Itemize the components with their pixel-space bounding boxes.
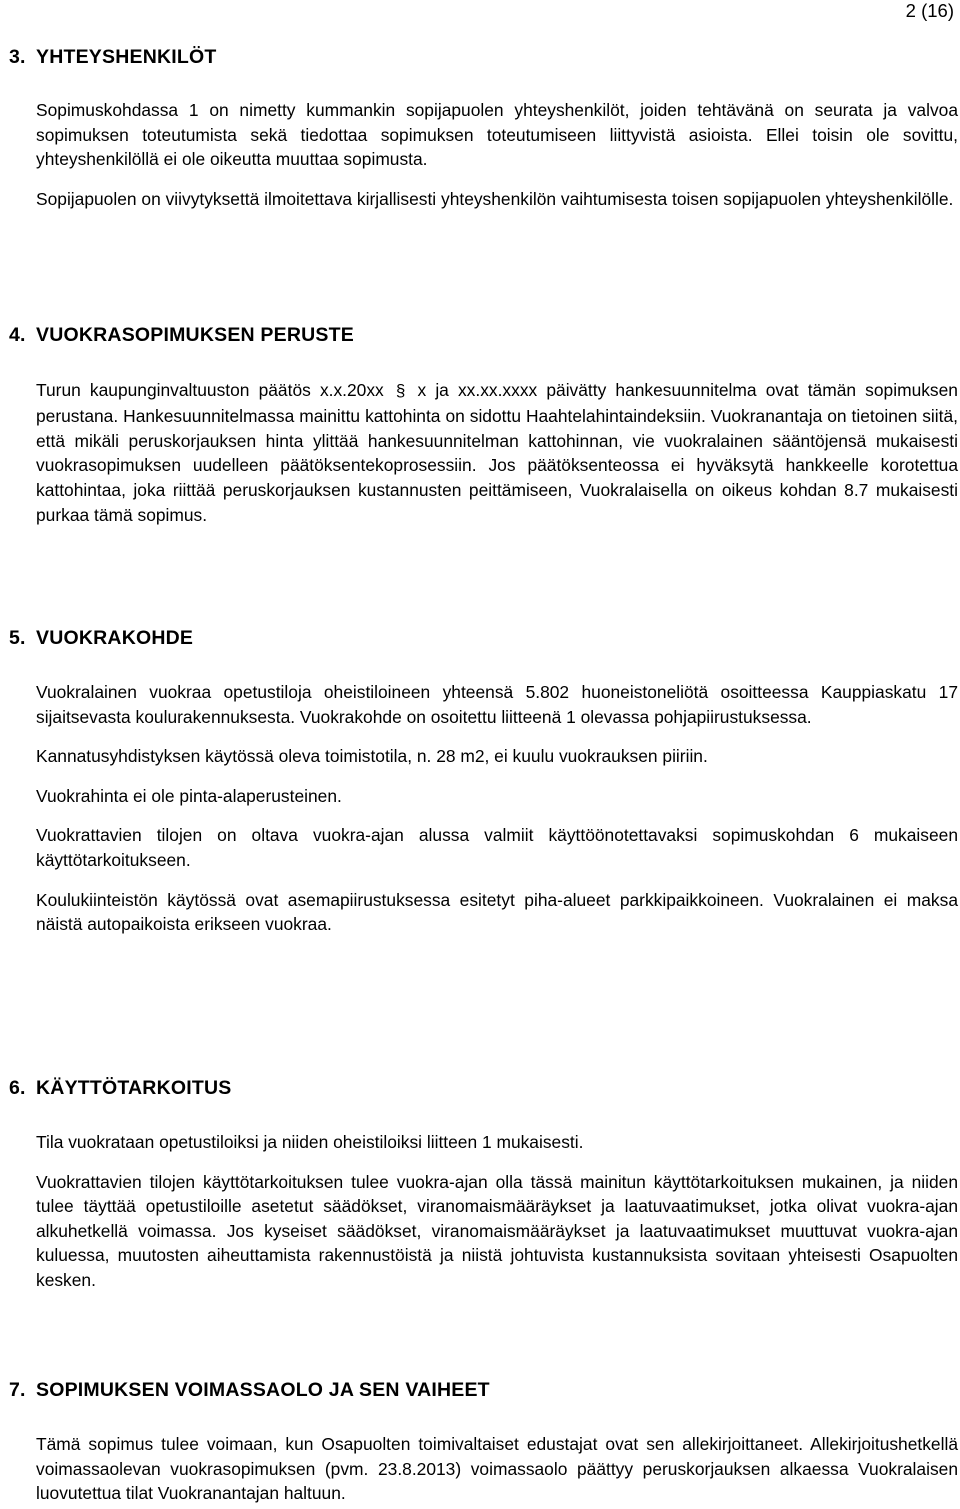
section-6-title: KÄYTTÖTARKOITUS — [36, 1077, 232, 1099]
decision-reference: Turun kaupunginvaltuuston päätös x.x.20xx — [36, 380, 384, 400]
section-5-heading — [9, 626, 958, 650]
section-5-paragraph-4: Vuokrattavien tilojen on oltava vuokra-ajan alussa valmiit käyttöönotettavaksi sopimuskohdan 6 mukaiseen käyttötarkoitukseen. — [36, 825, 958, 870]
section-3-number: 3. — [9, 46, 26, 68]
section-4-title: VUOKRASOPIMUKSEN PERUSTE — [36, 324, 354, 346]
section-6-paragraph-2: Vuokrattavien tilojen käyttötarkoituksen tulee vuokra-ajan olla tässä mainitun käyttötarkoituksen mukainen, ja niiden tulee täyttää opetustiloille asetetut säädökset, viranomaismääräykset ja laatuvaatimukset, jotka olivat vuokra-ajan alkuhetkellä voimassa. Jos kyseiset säädökset, viranomaismääräykset ja laatuvaatimukset muuttuvat vuokra-ajan kuluessa, muutosten aiheuttamista rakennustöistä ja niistä johtuvista kustannuksista sovitaan yhteisesti Osapuolten kesken. — [36, 1171, 958, 1290]
section-4 — [9, 323, 958, 528]
section-3-heading — [9, 45, 958, 69]
section-4-paragraph-1-rest: x ja xx.xx.xxxx päivätty hankesuunnitelma ovat tämän sopimuksen perustana. Hankesuunnitelmassa mainittu kattohinta on sidottu Haahtelahintaindeksiin. Vuokranantaja on tietoinen siitä, että mikäli peruskorjauksen hinta ylittää hankesuunnitelman kattohinnan, vie vuokralainen sääntöjensä mukaisesti vuokrasopimuksen uudelleen päätöksentekoprosessiin. Jos päätöksenteossa ei hyväksytä hankkeelle korotettua kattohintaa, joka riittää peruskorjauksen kustannusten peittämiseen, Vuokralaisella on oikeus kohdan 8.7 mukaisesti purkaa tämä sopimus. — [36, 380, 958, 525]
section-5-paragraph-5: Koulukiinteistön käytössä ovat asemapiirustuksessa esitetyt piha-alueet parkkipaikkoineen. Vuokralainen ei maksa näistä autopaikoista erikseen vuokraa. — [36, 889, 958, 935]
section-4-number: 4. — [9, 324, 26, 346]
section-6 — [9, 1076, 958, 1293]
section-5-paragraph-3: Vuokrahinta ei ole pinta-alaperusteinen. — [36, 785, 342, 806]
page-number: 2 (16) — [905, 0, 954, 21]
section-6-number: 6. — [9, 1077, 26, 1099]
section-7-heading — [9, 1378, 958, 1402]
section-3 — [9, 45, 958, 211]
section-7-paragraph-1: Tämä sopimus tulee voimaan, kun Osapuolten toimivaltaiset edustajat ovat sen allekirjoittaneet. Allekirjoitushetkellä voimassaolevan vuokrasopimuksen (pvm. 23.8.2013) voimassaolo päättyy peruskorjauksen alkaessa Vuokralaisen luovutettua tilat Vuokranantajan haltuun. — [36, 1434, 958, 1504]
section-5-number: 5. — [9, 627, 26, 649]
section-3-title: YHTEYSHENKILÖT — [36, 46, 217, 68]
section-7 — [9, 1378, 958, 1506]
section-6-paragraph-1: Tila vuokrataan opetustiloiksi ja niiden oheistiloiksi liitteen 1 mukaisesti. — [36, 1132, 584, 1152]
section-7-title: SOPIMUKSEN VOIMASSAOLO JA SEN VAIHEET — [36, 1379, 490, 1401]
section-3-paragraph-1: Sopimuskohdassa 1 on nimetty kummankin sopijapuolen yhteyshenkilöt, joiden tehtävänä on seurata ja valvoa sopimuksen toteutumista sekä tiedottaa sopimuksen toteutumiseen liittyvistä asioista. Ellei toisin ole sovittu, yhteyshenkilöllä ei ole oikeutta muuttaa sopimusta. — [36, 100, 958, 170]
section-3-paragraph-2: Sopijapuolen on viivytyksettä ilmoitettava kirjallisesti yhteyshenkilön vaihtumisesta toisen sopijapuolen yhteyshenkilölle. — [36, 188, 954, 209]
section-4-heading — [9, 323, 958, 347]
section-7-number: 7. — [9, 1379, 26, 1401]
section-5-paragraph-2: Kannatusyhdistyksen käytössä oleva toimistotila, n. 28 m2, ei kuulu vuokrauksen piiriin. — [36, 746, 708, 767]
section-4-paragraph-1 — [36, 378, 958, 528]
section-6-heading — [9, 1076, 958, 1100]
section-5-title: VUOKRAKOHDE — [36, 627, 194, 649]
section-5 — [9, 626, 958, 937]
section-sign-icon: § — [395, 381, 406, 400]
section-5-paragraph-1: Vuokralainen vuokraa opetustiloja oheistiloineen yhteensä 5.802 huoneistoneliötä osoitteessa Kauppiaskatu 17 sijaitsevasta koulurakennuksesta. Vuokrakohde on osoitettu liitteenä 1 olevassa pohjapiirustuksessa. — [36, 682, 958, 727]
